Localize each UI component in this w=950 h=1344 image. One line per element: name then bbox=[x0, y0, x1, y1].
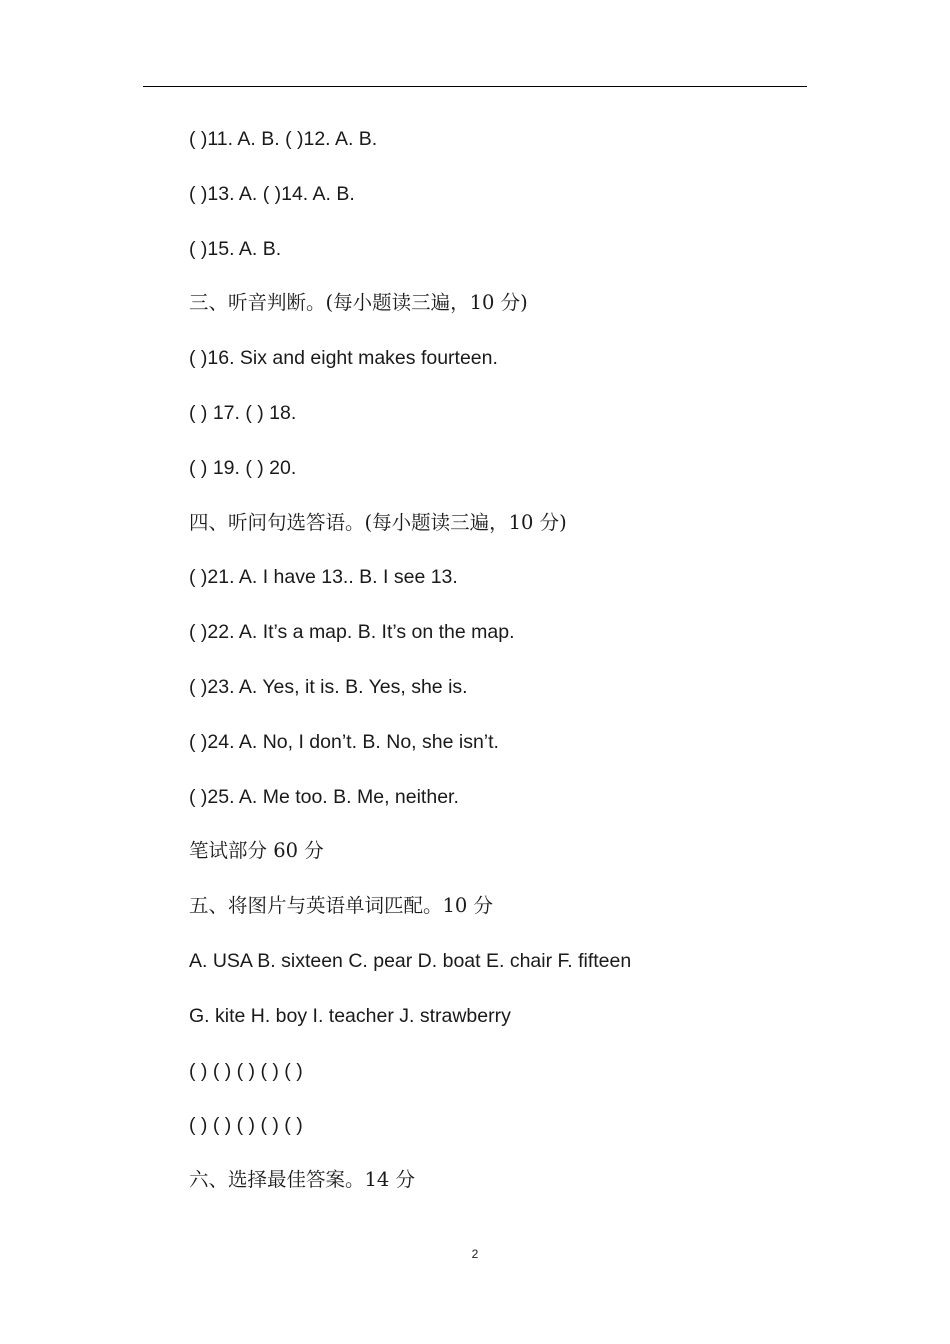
question-line-22: ( )22. A. It’s a map. B. It’s on the map. bbox=[189, 621, 515, 644]
section-heading-4: 四、听问句选答语。(每小题读三遍，10 分) bbox=[189, 510, 567, 534]
question-line-13-14: ( )13. A. ( )14. A. B. bbox=[189, 182, 355, 205]
answer-blanks-row-2: ( ) ( ) ( ) ( ) ( ) bbox=[189, 1114, 303, 1137]
word-options-a-f: A. USA B. sixteen C. pear D. boat E. chair F. fifteen bbox=[189, 949, 632, 972]
question-line-17-18: ( ) 17. ( ) 18. bbox=[189, 401, 297, 424]
section-heading-5: 五、将图片与英语单词匹配。10 分 bbox=[189, 894, 494, 918]
section-heading-3: 三、听音判断。(每小题读三遍，10 分) bbox=[189, 291, 528, 315]
word-options-g-j: G. kite H. boy I. teacher J. strawberry bbox=[189, 1004, 511, 1027]
page-number: 2 bbox=[471, 1247, 479, 1261]
document-body bbox=[189, 124, 809, 1220]
question-line-15: ( )15. A. B. bbox=[189, 237, 282, 260]
question-line-11-12: ( )11. A. B. ( )12. A. B. bbox=[189, 128, 378, 150]
question-line-24: ( )24. A. No, I don’t. B. No, she isn’t. bbox=[189, 730, 499, 753]
question-line-19-20: ( ) 19. ( ) 20. bbox=[189, 456, 297, 479]
answer-blanks-row-1: ( ) ( ) ( ) ( ) ( ) bbox=[189, 1059, 303, 1082]
question-line-23: ( )23. A. Yes, it is. B. Yes, she is. bbox=[189, 675, 468, 698]
question-line-16: ( )16. Six and eight makes fourteen. bbox=[189, 347, 498, 370]
question-line-21: ( )21. A. I have 13.. B. I see 13. bbox=[189, 566, 458, 589]
header-rule bbox=[143, 86, 807, 87]
section-heading-6: 六、选择最佳答案。14 分 bbox=[189, 1168, 416, 1192]
question-line-25: ( )25. A. Me too. B. Me, neither. bbox=[189, 785, 459, 808]
written-part-heading: 笔试部分 60 分 bbox=[189, 839, 324, 863]
